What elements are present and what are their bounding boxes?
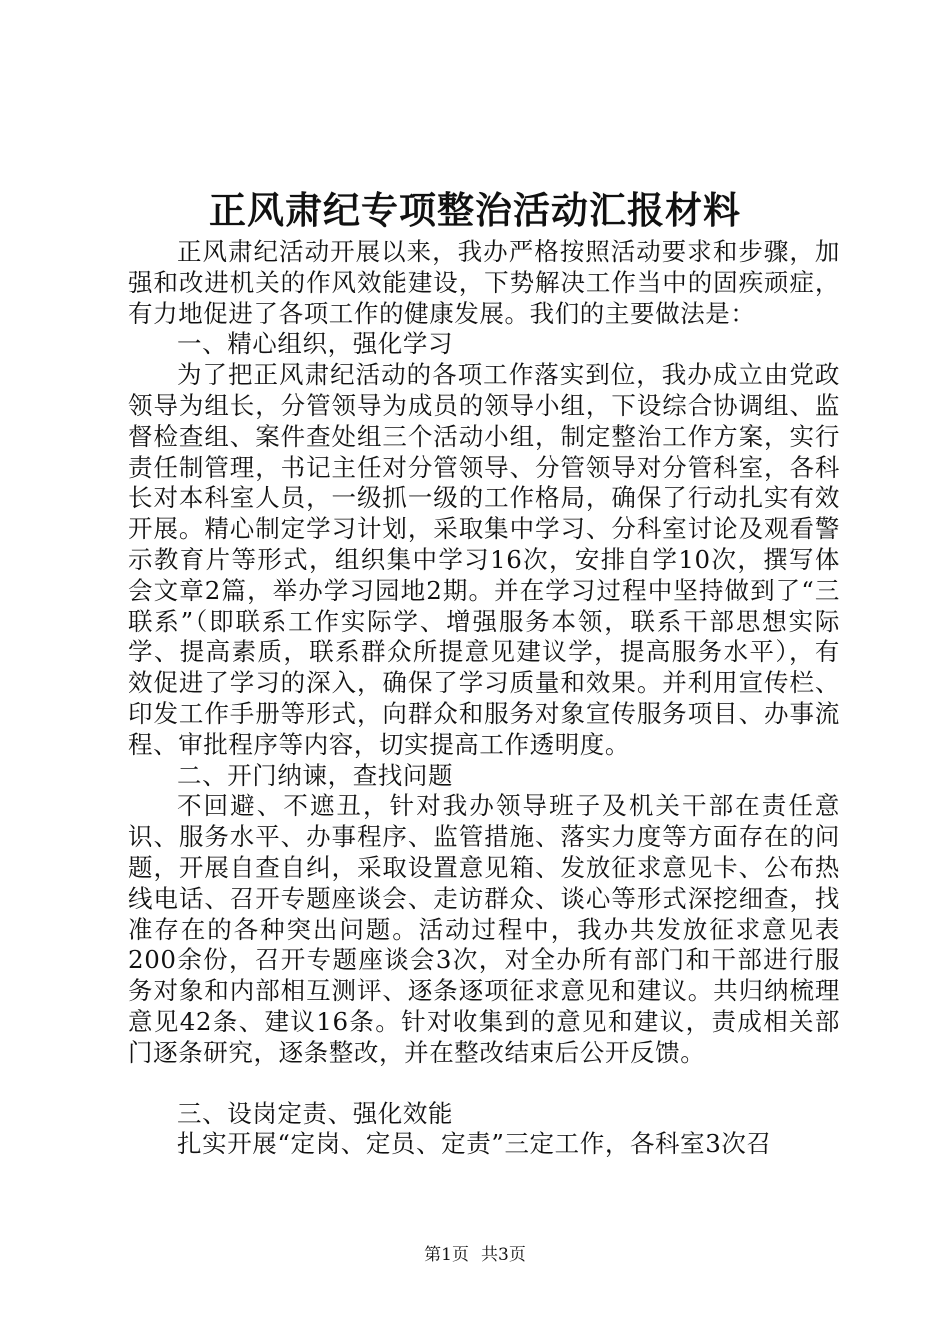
section-2-paragraph: 不回避、不遮丑，针对我办领导班子及机关干部在责任意识、服务水平、办事程序、监管措施、落实力度等方面存在的问题，开展自查自纠，采取设置意见箱、发放征求意见卡、公布热线电话、召开专题座谈会、走访群众、谈心等形式深挖细查，找准存在的各种突出问题。活动过程中，我办共发放征求意见表200余份，召开专题座谈会3次，对全办所有部门和干部进行服务对象和内部相互测评、逐条逐项征求意见和建议。共归纳梳理意见42条、建议16条。针对收集到的意见和建议，责成相关部门逐条研究，逐条整改，并在整改结束后公开反馈。 (128, 791, 840, 1067)
page-total: 共3页 (481, 1245, 526, 1265)
section-1-paragraph: 为了把正风肃纪活动的各项工作落实到位，我办成立由党政领导为组长，分管领导为成员的领导小组，下设综合协调组、监督检查组、案件查处组三个活动小组，制定整治工作方案，实行责任制管理，书记主任对分管领导、分管领导对分管科室，各科长对本科室人员，一级抓一级的工作格局，确保了行动扎实有效开展。精心制定学习计划，采取集中学习、分科室讨论及观看警示教育片等形式，组织集中学习16次，安排自学10次，撰写体会文章2篇，举办学习园地2期。并在学习过程中坚持做到了“三联系”（即联系工作实际学、增强服务本领，联系干部思想实际学、提高素质，联系群众所提意见建议学，提高服务水平），有效促进了学习的深入，确保了学习质量和效果。并利用宣传栏、印发工作手册等形式，向群众和服务对象宣传服务项目、办事流程、审批程序等内容，切实提高工作透明度。 (128, 360, 840, 759)
section-3-paragraph: 扎实开展“定岗、定员、定责”三定工作，各科室3次召 (177, 1129, 772, 1159)
page-number: 第1页 (424, 1245, 469, 1265)
page-footer (0, 1243, 950, 1267)
document-title: 正风肃纪专项整治活动汇报材料 (209, 188, 741, 232)
section-heading-1: 一、精心组织，强化学习 (177, 329, 454, 359)
document-body (128, 237, 840, 1160)
section-heading-2: 二、开门纳谏，查找问题 (177, 760, 454, 790)
section-heading-3: 三、设岗定责、强化效能 (177, 1098, 454, 1128)
intro-paragraph: 正风肃纪活动开展以来，我办严格按照活动要求和步骤，加强和改进机关的作风效能建设，下势解决工作当中的固疾顽症，有力地促进了各项工作的健康发展。我们的主要做法是： (128, 237, 840, 328)
